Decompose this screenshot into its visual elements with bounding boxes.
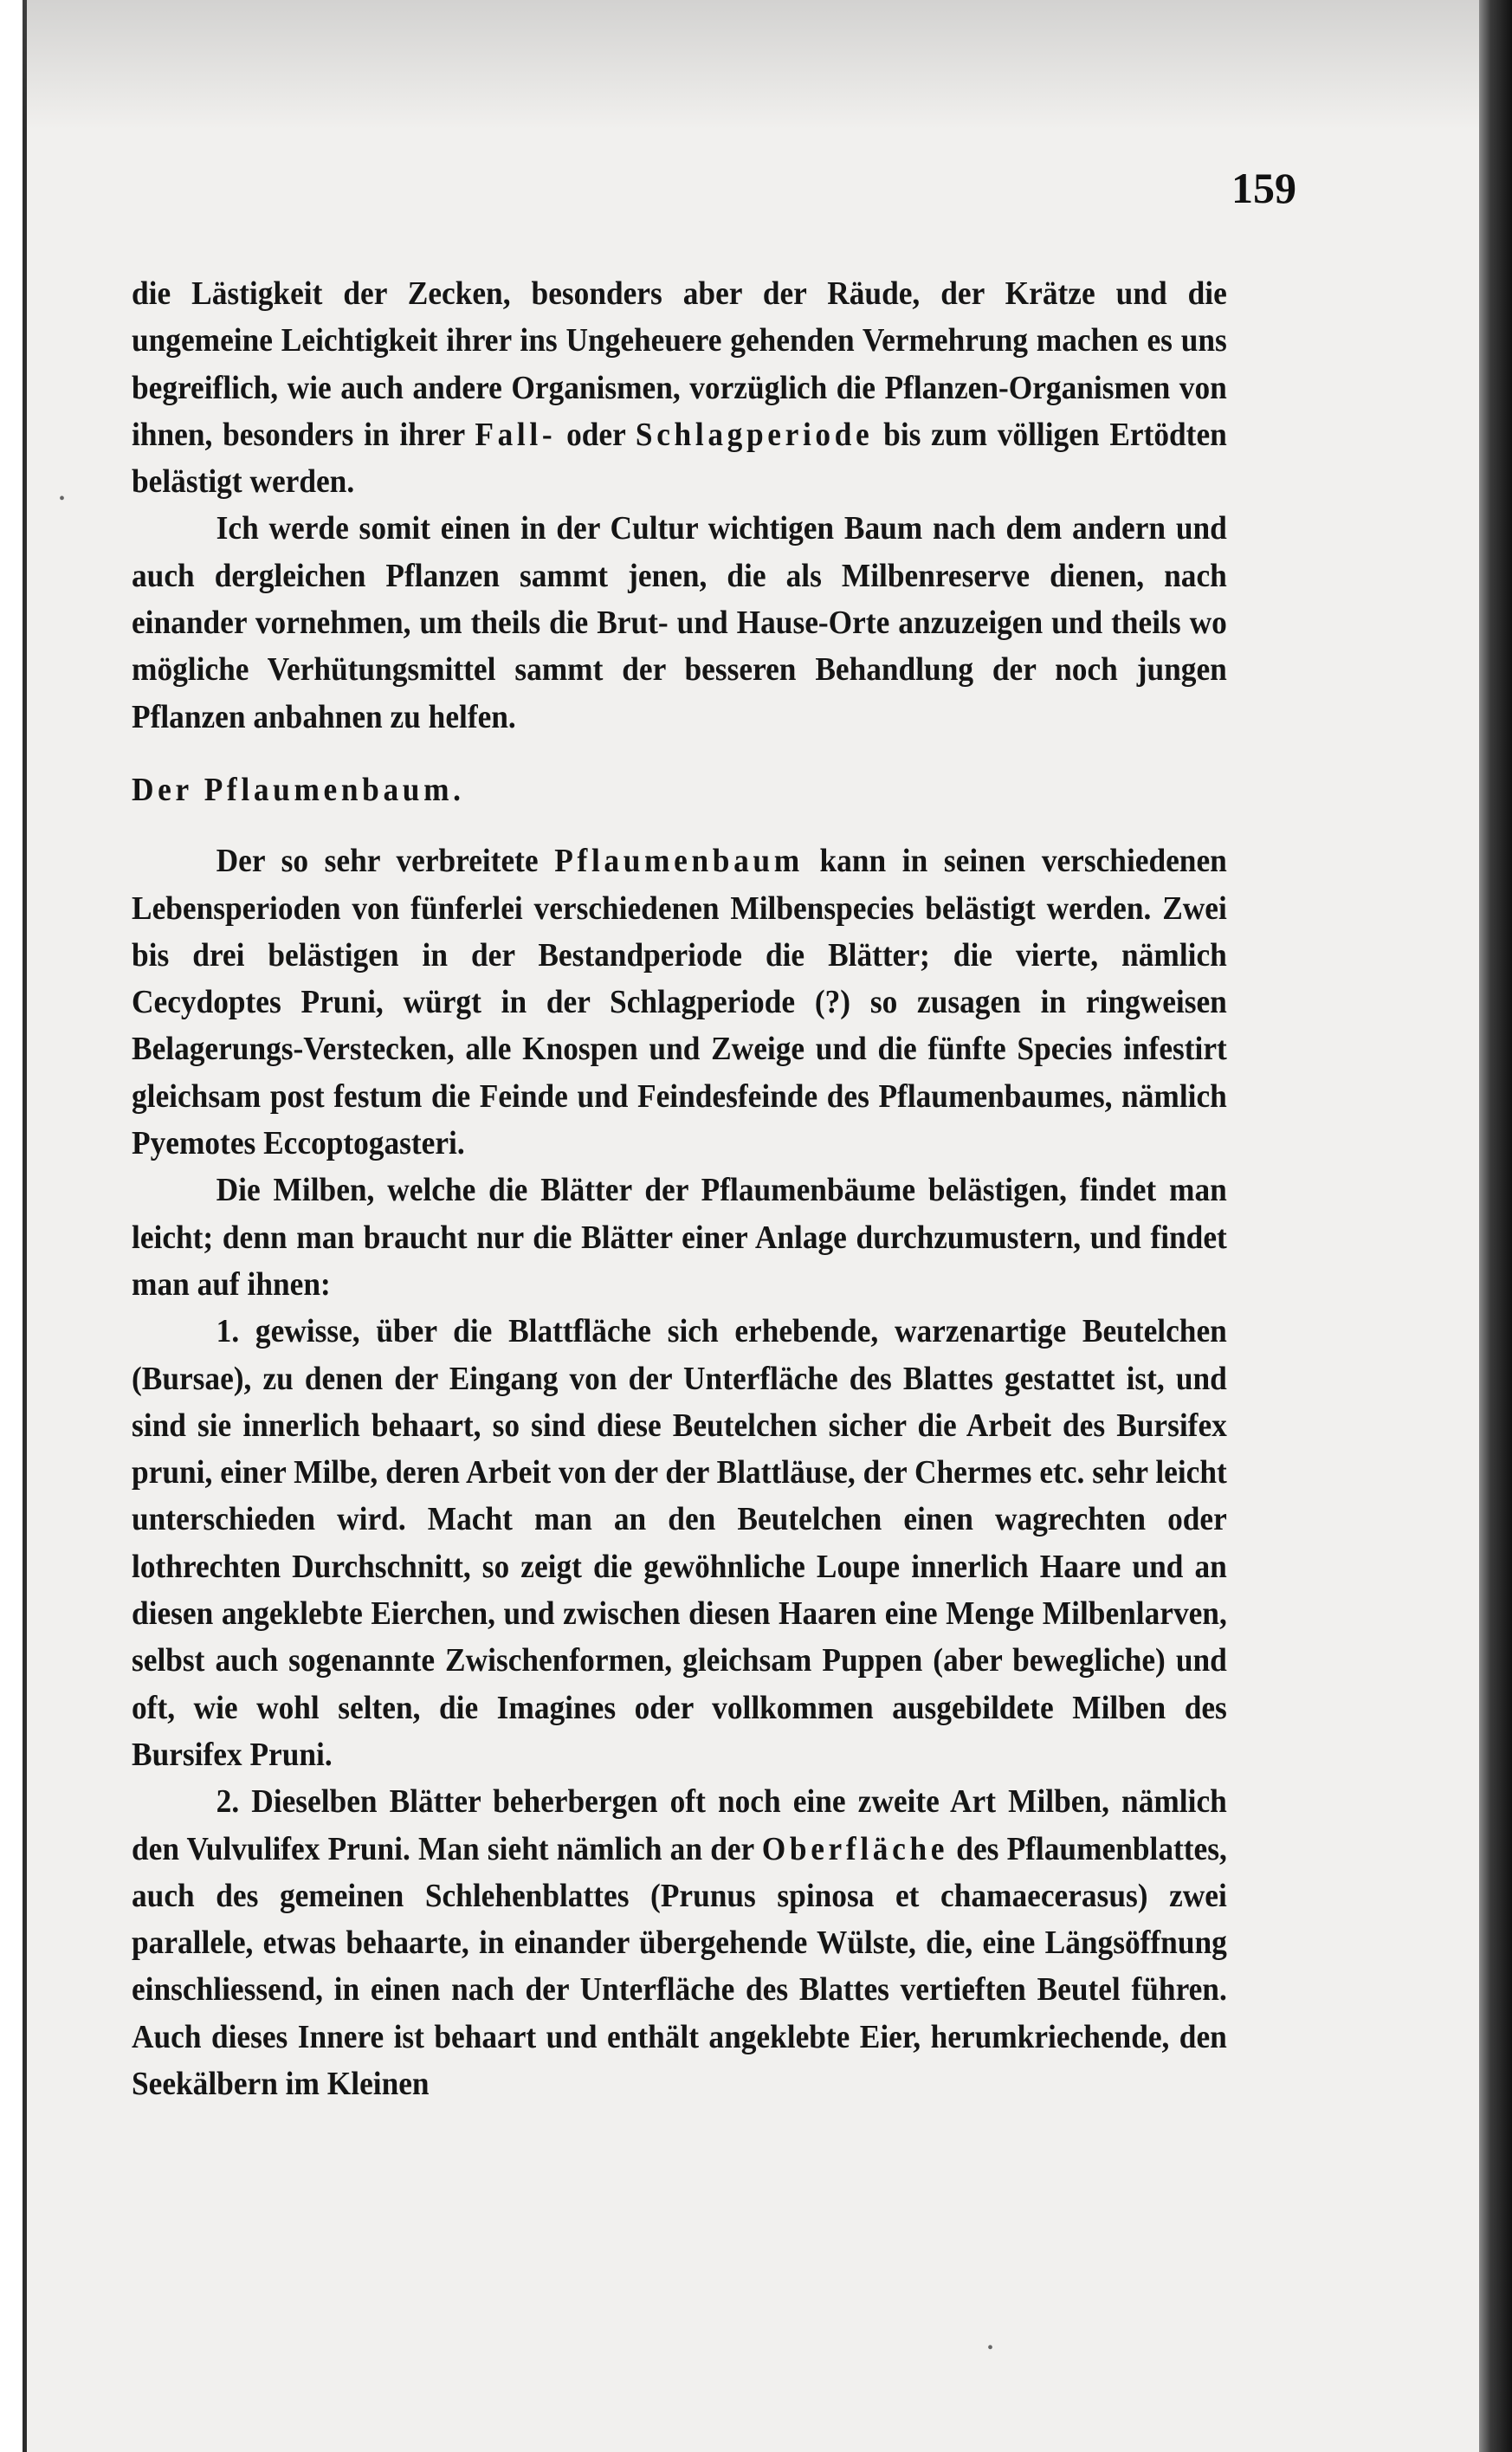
section-heading: Der Pflaumenbaum. — [132, 771, 465, 808]
paragraph-6 — [132, 1778, 1227, 2107]
top-shading — [23, 0, 1479, 130]
text-run: die Lästigkeit der Zecken, besonders aber der Räude, der Krätze und die ungemeine Leichtigkeit ihrer ins Ungeheuere gehenden Vermehrung machen es uns begreiflich, wie auch andere Organismen, vorzüglich die Pflanzen-Organismen von ihnen, besonders in ihrer — [132, 275, 1227, 453]
text-run: Der so sehr verbreitete — [216, 843, 555, 880]
speck-mark: • — [59, 489, 66, 508]
text-run: kann in seinen verschiedenen Lebensperioden von fünferlei verschiedenen Milbenspecies belästigt werden. Zwei bis drei belästigen in der Bestandperiode die Blätter; die vierte, nämlich Cecydoptes Pruni, würgt in der Schlagperiode (?) so zusagen in ringweisen Belagerungs-Verstecken, alle Knospen und Zweige und die fünfte Species infestirt gleichsam post festum die Feinde und Feindesfeinde des Pflaumenbaumes, nämlich Pyemotes Eccoptogasteri. — [132, 843, 1227, 1162]
emphasis-oberflaeche: Oberfläche — [761, 1830, 949, 1867]
text-run: bis zum völligen Ertödten belästigt werden. — [132, 416, 1227, 501]
emphasis-fall: Fall- — [475, 416, 557, 453]
paragraph-1 — [132, 270, 1227, 505]
page-number: 159 — [1231, 164, 1296, 212]
left-page-edge — [0, 0, 27, 2452]
text-run: oder — [556, 416, 636, 453]
paragraph-4: Die Milben, welche die Blätter der Pflaumenbäume belästigen, findet man leicht; denn man braucht nur die Blätter einer Anlage durchzumustern, und findet man auf ihnen: — [132, 1172, 1227, 1303]
body-text — [132, 270, 1227, 2107]
paragraph-5: 1. gewisse, über die Blattfläche sich erhebende, warzenartige Beutelchen (Bursae), zu denen der Eingang von der Unterfläche des Blattes gestattet ist, und sind sie innerlich behaart, so sind diese Beutelchen sicher die Arbeit des Bursifex pruni, einer Milbe, deren Arbeit von der der Blattläuse, der Chermes etc. sehr leicht unterschieden wird. Macht man an den Beutelchen einen wagrechten oder lothrechten Durchschnitt, so zeigt die gewöhnliche Loupe innerlich Haare und an diesen angeklebte Eierchen, und zwischen diesen Haaren eine Menge Milbenlarven, selbst auch sogenannte Zwischenformen, gleichsam Puppen (aber bewegliche) und oft, wie wohl selten, die Imagines oder vollkommen ausgebildete Milben des Bursifex Pruni. — [132, 1313, 1227, 1773]
paragraph-3 — [132, 838, 1227, 1167]
emphasis-schlagperiode: Schlagperiode — [635, 416, 874, 453]
text-run: des Pflaumenblattes, auch des gemeinen Schlehenblattes (Prunus spinosa et chamaecerasus) zwei parallele, etwas behaarte, in einander übergehende Wülste, die, eine Längsöffnung einschliessend, in einen nach der Unterfläche des Blattes vertieften Beutel führen. Auch dieses Innere ist behaart und enthält angeklebte Eier, herumkriechende, den Seekälbern im Kleinen — [132, 1830, 1227, 2102]
text-run: 2. Dieselben Blätter beherbergen oft noch eine zweite Art Milben, nämlich den Vulvulifex Pruni. Man sieht nämlich an der — [132, 1783, 1227, 1867]
right-page-edge — [1479, 0, 1512, 2452]
speck-mark: • — [987, 2339, 994, 2358]
emphasis-pflaumenbaum: Pflaumenbaum — [554, 843, 804, 880]
paragraph-2: Ich werde somit einen in der Cultur wichtigen Baum nach dem andern und auch dergleichen Pflanzen sammt jenen, die als Milbenreserve dienen, nach einander vornehmen, um theils die Brut- und Hause-Orte anzuzeigen und theils wo mögliche Verhütungsmittel sammt der besseren Behandlung der noch jungen Pflanzen anbahnen zu helfen. — [132, 510, 1227, 735]
